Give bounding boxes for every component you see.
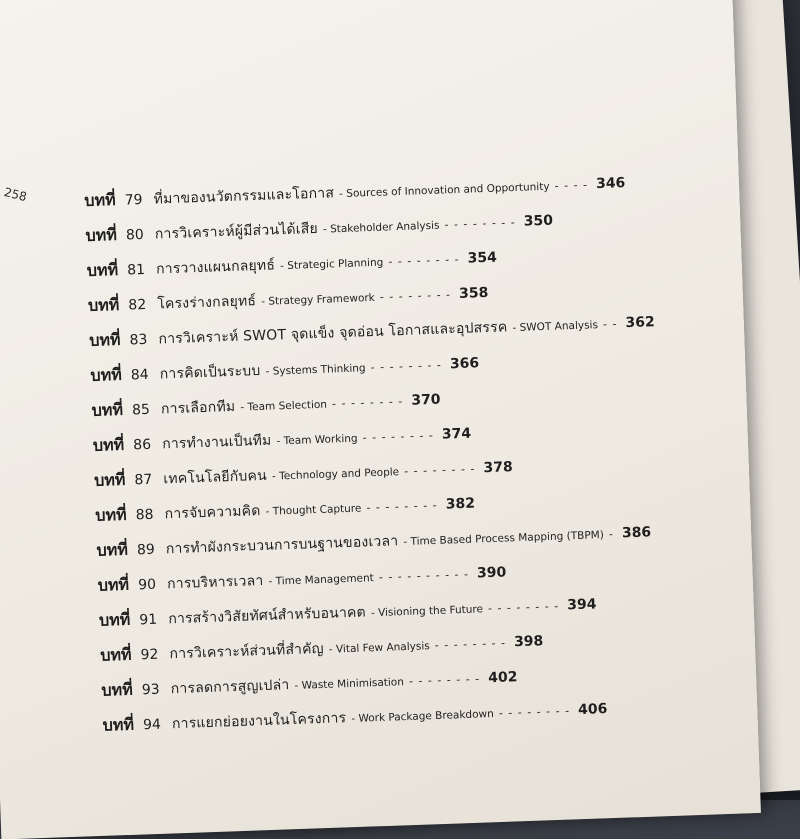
- chapter-number: 83: [129, 331, 148, 349]
- leader-dashes: - - - - - - - -: [331, 394, 404, 411]
- chapter-number: 81: [126, 261, 146, 279]
- chapter-page: 346: [595, 175, 626, 193]
- leader-dashes: - - - - - - - -: [408, 672, 481, 688]
- chapter-label: บทที่: [86, 259, 119, 280]
- chapter-page: 358: [458, 284, 489, 302]
- chapter-number: 80: [125, 226, 145, 244]
- chapter-page: 366: [449, 355, 480, 373]
- page-number: 258: [2, 185, 29, 205]
- chapter-title-thai: การวิเคราะห์ SWOT จุดแข็ง จุดอ่อน โอกาสและอุปสรรค: [158, 319, 508, 348]
- chapter-label: บทที่: [98, 609, 131, 630]
- chapter-page: 362: [625, 314, 656, 332]
- chapter-page: 378: [483, 459, 513, 477]
- leader-dashes: - - - - - - - - - -: [378, 567, 470, 584]
- chapter-label: บทที่: [85, 224, 118, 245]
- chapter-page: 406: [577, 701, 608, 719]
- chapter-title-thai: การทำผังกระบวนการบนฐานของเวลา: [165, 533, 399, 558]
- chapter-title-thai: การลดการสูญเปล่า: [170, 677, 290, 698]
- chapter-label: บทที่: [101, 679, 134, 700]
- chapter-title-english: - Work Package Breakdown: [351, 708, 494, 725]
- table-of-contents: [84, 168, 743, 750]
- chapter-title-english: - Sources of Innovation and Opportunity: [338, 180, 550, 201]
- chapter-title-english: - Technology and People: [271, 466, 400, 483]
- chapter-label: บทที่: [95, 504, 127, 525]
- chapter-number: 79: [124, 191, 143, 209]
- chapter-label: บทที่: [88, 329, 121, 350]
- chapter-page: 394: [566, 596, 597, 614]
- chapter-title-english: - Team Selection: [240, 398, 328, 414]
- leader-dashes: - -: [602, 317, 618, 331]
- chapter-number: 87: [134, 471, 153, 489]
- chapter-title-english: - SWOT Analysis: [512, 319, 599, 335]
- chapter-title-thai: การวางแผนกลยุทธ์: [155, 257, 276, 278]
- chapter-number: 89: [136, 541, 156, 559]
- leader-dashes: - - - - - - - -: [379, 288, 452, 304]
- chapter-title-english: - Thought Capture: [265, 502, 362, 518]
- chapter-label: บทที่: [91, 399, 124, 420]
- chapter-title-thai: การวิเคราะห์ผู้มีส่วนได้เสีย: [154, 220, 319, 243]
- chapter-title-english: - Time Based Process Mapping (TBPM): [403, 529, 605, 549]
- chapter-page: 386: [621, 524, 652, 542]
- chapter-label: บทที่: [97, 574, 130, 595]
- chapter-page: 390: [476, 564, 507, 582]
- chapter-number: 85: [131, 401, 151, 419]
- chapter-page: 398: [513, 633, 544, 651]
- leader-dashes: - - - -: [554, 178, 589, 193]
- leader-dashes: - - - - - - - -: [388, 252, 460, 269]
- leader-dashes: - - - - - - - -: [444, 215, 516, 232]
- chapter-title-thai: ที่มาของนวัตกรรมและโอกาส: [153, 185, 335, 208]
- chapter-title-english: - Visioning the Future: [370, 603, 484, 620]
- leader-dashes: - - - - - - - -: [366, 498, 438, 515]
- leader-dashes: - - - - - - - -: [403, 462, 476, 478]
- chapter-title-thai: โครงร่างกลยุทธ์: [157, 293, 257, 313]
- chapter-title-thai: การสร้างวิสัยทัศน์สำหรับอนาคต: [168, 604, 367, 628]
- chapter-label: บทที่: [87, 294, 120, 315]
- chapter-title-english: - Strategic Planning: [279, 256, 384, 273]
- chapter-title-thai: การแยกย่อยงานในโครงการ: [171, 710, 347, 733]
- chapter-title-english: - Team Working: [276, 432, 358, 448]
- leader-dashes: - - - - - - - -: [370, 358, 443, 375]
- chapter-title-english: - Stakeholder Analysis: [322, 219, 440, 236]
- chapter-page: 382: [445, 495, 476, 513]
- chapter-title-english: - Systems Thinking: [265, 362, 366, 378]
- chapter-number: 84: [130, 366, 149, 384]
- chapter-title-thai: เทคโนโลยีกับคน: [163, 467, 268, 488]
- chapter-number: 91: [139, 611, 158, 629]
- chapter-title-thai: การวิเคราะห์ส่วนที่สำคัญ: [169, 640, 325, 663]
- chapter-label: บทที่: [93, 469, 126, 490]
- chapter-page: 374: [441, 425, 472, 443]
- chapter-number: 93: [141, 681, 160, 699]
- chapter-label: บทที่: [102, 714, 135, 735]
- chapter-label: บทที่: [99, 644, 132, 665]
- chapter-label: บทที่: [90, 364, 123, 385]
- chapter-title-thai: การเลือกทีม: [160, 398, 236, 418]
- leader-dashes: - - - - - - - -: [434, 636, 507, 653]
- chapter-page: 354: [467, 249, 498, 267]
- leader-dashes: - - - - - - - -: [498, 704, 571, 720]
- chapter-title-thai: การคิดเป็นระบบ: [159, 362, 261, 383]
- chapter-number: 86: [133, 436, 152, 454]
- chapter-title-thai: การบริหารเวลา: [166, 572, 264, 593]
- chapter-label: บทที่: [92, 434, 125, 455]
- chapter-page: 370: [411, 391, 441, 409]
- chapter-label: บทที่: [96, 539, 129, 560]
- chapter-title-english: - Time Management: [268, 572, 374, 588]
- chapter-number: 82: [128, 296, 147, 314]
- chapter-title-english: - Waste Minimisation: [294, 676, 405, 692]
- chapter-title-thai: การจับความคิด: [164, 503, 261, 523]
- leader-dashes: - - - - - - - -: [487, 599, 560, 616]
- chapter-number: 88: [135, 506, 154, 524]
- chapter-title-english: - Vital Few Analysis: [328, 640, 430, 656]
- chapter-number: 92: [140, 646, 159, 664]
- chapter-page: 350: [523, 212, 554, 230]
- chapter-title-english: - Strategy Framework: [261, 291, 375, 308]
- chapter-number: 90: [137, 576, 157, 594]
- chapter-title-thai: การทำงานเป็นทีม: [161, 432, 272, 453]
- chapter-page: 402: [487, 669, 518, 687]
- leader-dashes: - - - - - - - -: [362, 428, 435, 445]
- leader-dashes: -: [608, 527, 615, 541]
- chapter-number: 94: [142, 716, 162, 734]
- chapter-label: บทที่: [84, 189, 116, 210]
